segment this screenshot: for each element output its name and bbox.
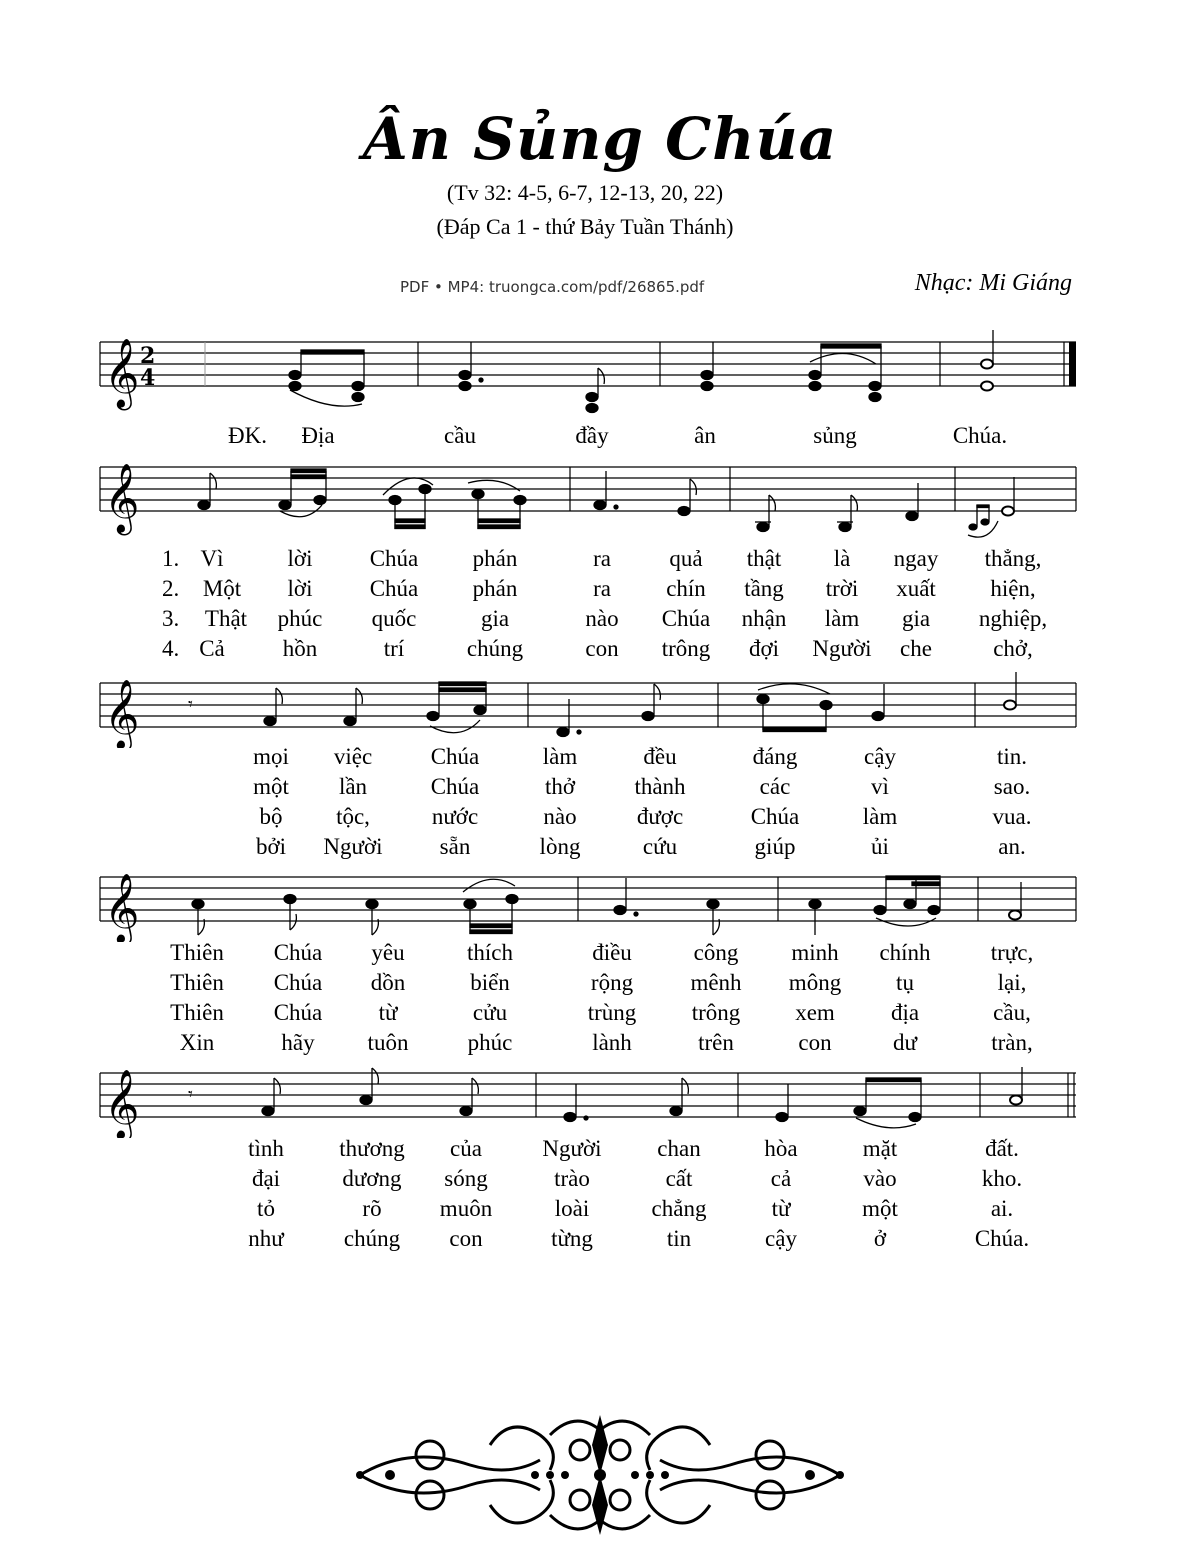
note bbox=[586, 404, 598, 413]
staff-5 bbox=[0, 1058, 1200, 1138]
note bbox=[776, 1113, 788, 1122]
lyric-word: các bbox=[759, 774, 791, 799]
lyric-word: bộ bbox=[259, 804, 283, 829]
note bbox=[757, 523, 769, 532]
lyric-word: Xin bbox=[179, 1030, 215, 1055]
lyric-word: cửu bbox=[472, 1000, 508, 1025]
lyric-word: con bbox=[449, 1226, 483, 1251]
note bbox=[981, 360, 993, 369]
lyric-word: trực, bbox=[990, 940, 1034, 965]
lyric-word: từng bbox=[551, 1226, 593, 1251]
note bbox=[360, 1096, 372, 1105]
lyric-word: xem bbox=[795, 1000, 835, 1025]
lyric-word: Người bbox=[542, 1136, 602, 1161]
note bbox=[906, 512, 918, 521]
verse-number: 3. bbox=[162, 606, 180, 631]
lyric-word: Thiên bbox=[170, 970, 224, 995]
lyric-word: dồn bbox=[370, 970, 406, 995]
staff-system-5 bbox=[0, 1058, 1200, 1138]
lyric-word: vì bbox=[871, 774, 889, 799]
treble-clef-icon: 𝄞 bbox=[104, 1069, 140, 1138]
lyric-word: mông bbox=[788, 970, 842, 995]
note bbox=[279, 501, 291, 510]
verse-notes bbox=[198, 469, 1014, 537]
lyric-word: Vì bbox=[200, 546, 224, 571]
lyric-word: Chúa bbox=[750, 804, 800, 829]
lyric-word: loài bbox=[554, 1196, 590, 1221]
lyric-word: rõ bbox=[362, 1196, 382, 1221]
note bbox=[459, 371, 471, 380]
verse-2-line-1 bbox=[0, 576, 1200, 606]
beam bbox=[301, 350, 364, 354]
staff-4 bbox=[0, 862, 1200, 942]
lyric-word: Thiên bbox=[170, 940, 224, 965]
lyric-word: tụ bbox=[896, 970, 914, 995]
lyric-word: nước bbox=[431, 804, 479, 829]
lyric-word: đợi bbox=[748, 636, 780, 661]
lyric-word: chúng bbox=[466, 636, 524, 661]
verse-3-line-3 bbox=[0, 1000, 1200, 1030]
lyric-word: một bbox=[862, 1196, 898, 1221]
note bbox=[809, 382, 821, 391]
verse-4-line-3 bbox=[0, 1030, 1200, 1060]
lyric-word: được bbox=[636, 804, 684, 829]
lyric-word: dư bbox=[893, 1030, 917, 1055]
lyric-word: sao. bbox=[993, 774, 1031, 799]
note bbox=[289, 371, 301, 380]
note bbox=[289, 382, 301, 391]
time-signature-top: 2 bbox=[140, 343, 156, 369]
verse-4-line-2 bbox=[0, 834, 1200, 864]
lyric-word: thương bbox=[339, 1136, 405, 1161]
note bbox=[614, 906, 626, 915]
note bbox=[1010, 1096, 1022, 1105]
lyric-word: thật bbox=[746, 546, 782, 571]
lyric-word: Chúa. bbox=[974, 1226, 1030, 1251]
verse-2-line-4 bbox=[0, 1166, 1200, 1196]
lyric-word: lời bbox=[287, 576, 313, 601]
lyric-word: hòa bbox=[764, 1136, 798, 1161]
note bbox=[314, 496, 326, 505]
lyric-word: giúp bbox=[754, 834, 796, 859]
note bbox=[557, 728, 569, 737]
note bbox=[981, 382, 993, 391]
lyric-word: rộng bbox=[590, 970, 634, 995]
song-title: Ân Sủng Chúa bbox=[362, 105, 838, 173]
lyric-word: sóng bbox=[444, 1166, 488, 1191]
lyric-word: con bbox=[798, 1030, 832, 1055]
lyric-word: biển bbox=[470, 970, 510, 995]
treble-clef-icon: 𝄞 bbox=[104, 463, 140, 533]
verse-3-line-1 bbox=[0, 606, 1200, 636]
note bbox=[839, 523, 851, 532]
note bbox=[1009, 911, 1021, 920]
lyric-word: cả bbox=[770, 1166, 792, 1191]
lyric-word: Cả bbox=[199, 636, 225, 661]
staff-system-2 bbox=[0, 455, 1200, 550]
lyric-word: ủi bbox=[871, 834, 889, 859]
psalm-reference: (Tv 32: 4-5, 6-7, 12-13, 20, 22) bbox=[446, 180, 724, 205]
note bbox=[809, 371, 821, 380]
lyric-word: hiện, bbox=[990, 576, 1036, 601]
lyric-word: nào bbox=[585, 606, 619, 631]
lyric-word: bởi bbox=[255, 834, 287, 859]
verse-2-line-2 bbox=[0, 774, 1200, 804]
lyric-word: chẳng bbox=[651, 1196, 707, 1221]
lyric-word: đầy bbox=[575, 423, 609, 448]
lyric-word: nào bbox=[543, 804, 577, 829]
lyric-word: tầng bbox=[744, 576, 784, 601]
note bbox=[594, 501, 606, 510]
note bbox=[1004, 701, 1016, 710]
lyric-word: Địa bbox=[301, 423, 335, 448]
lyric-word: đại bbox=[251, 1166, 281, 1191]
lyric-word: thành bbox=[634, 774, 686, 799]
lyric-word: làm bbox=[862, 804, 898, 829]
note bbox=[869, 393, 881, 402]
lyric-word: việc bbox=[333, 744, 373, 769]
lyric-word: quả bbox=[669, 546, 703, 571]
staff-2 bbox=[0, 455, 1200, 550]
lyric-word: ai. bbox=[990, 1196, 1014, 1221]
lyric-word: cầu bbox=[444, 423, 476, 448]
lyric-word: ra bbox=[593, 576, 611, 601]
note bbox=[262, 1107, 274, 1116]
lyric-word: Chúa bbox=[369, 546, 419, 571]
staff-system-3 bbox=[0, 668, 1200, 748]
verse-1-line-1 bbox=[0, 546, 1200, 576]
lyric-word: Chúa bbox=[369, 576, 419, 601]
eighth-rest-icon: 𝄾 bbox=[188, 694, 193, 715]
note bbox=[701, 371, 713, 380]
source-link[interactable]: PDF • MP4: truongca.com/pdf/26865.pdf bbox=[400, 278, 705, 296]
note bbox=[904, 900, 916, 909]
lyric-word: chở, bbox=[993, 636, 1033, 661]
lyric-word: vua. bbox=[992, 804, 1032, 829]
lyric-word: như bbox=[248, 1226, 284, 1251]
lyric-word: Chúa bbox=[430, 744, 480, 769]
lyric-word: là bbox=[833, 546, 851, 571]
lyric-word: minh bbox=[791, 940, 839, 965]
lyric-word: tin bbox=[666, 1226, 692, 1251]
decorative-ornament-icon bbox=[350, 1405, 850, 1545]
lyric-word: ra bbox=[593, 546, 611, 571]
lyric-word: chín bbox=[666, 576, 706, 601]
treble-clef-icon: 𝄞 bbox=[104, 338, 140, 408]
eighth-rest-icon: 𝄾 bbox=[188, 1084, 193, 1105]
note bbox=[928, 906, 940, 915]
lyric-word: làm bbox=[542, 744, 578, 769]
lyric-word: cậy bbox=[765, 1226, 797, 1251]
lyric-word: Chúa bbox=[273, 940, 323, 965]
staff-system-refrain bbox=[0, 320, 1200, 420]
lyric-word: trông bbox=[691, 1000, 741, 1025]
lyric-word: Người bbox=[812, 636, 872, 661]
lyric-word: trên bbox=[698, 1030, 734, 1055]
lyric-word: từ bbox=[378, 1000, 398, 1025]
note bbox=[564, 1113, 576, 1122]
lyric-word: kho. bbox=[981, 1166, 1023, 1191]
verse-1-line-2 bbox=[0, 744, 1200, 774]
lyric-word: ân bbox=[694, 423, 716, 448]
lyric-word: trời bbox=[825, 576, 859, 601]
dot bbox=[479, 378, 483, 382]
note bbox=[854, 1107, 866, 1116]
note bbox=[459, 382, 471, 391]
verse-1-line-3 bbox=[0, 940, 1200, 970]
note bbox=[460, 1107, 472, 1116]
lyric-word: con bbox=[585, 636, 619, 661]
lyric-word: phúc bbox=[467, 1030, 513, 1055]
lyric-word: tình bbox=[248, 1136, 284, 1161]
lyric-word: Chúa bbox=[273, 1000, 323, 1025]
lyric-word: cậy bbox=[864, 744, 896, 769]
lyric-word: chan bbox=[657, 1136, 701, 1161]
note bbox=[872, 712, 884, 721]
treble-clef-icon: 𝄞 bbox=[104, 679, 140, 748]
verse-number: 1. bbox=[162, 546, 180, 571]
verse-number: 4. bbox=[162, 636, 180, 661]
lyric-word: Một bbox=[202, 576, 242, 601]
lyric-word: nhận bbox=[741, 606, 787, 631]
lyric-word: đất. bbox=[985, 1136, 1019, 1161]
lyric-word: tin. bbox=[996, 744, 1028, 769]
verse-4-line-1 bbox=[0, 636, 1200, 666]
lyric-word: trông bbox=[661, 636, 711, 661]
lyric-word: mênh bbox=[690, 970, 742, 995]
note bbox=[909, 1113, 921, 1122]
note bbox=[352, 393, 364, 402]
lyric-word: lại, bbox=[997, 970, 1027, 995]
lyric-word: phán bbox=[472, 576, 518, 601]
verse-4-line-4 bbox=[0, 1226, 1200, 1256]
lyric-word: dương bbox=[342, 1166, 402, 1191]
grace-note bbox=[969, 524, 977, 530]
verse-1-line-4 bbox=[0, 1136, 1200, 1166]
time-signature-bottom: 4 bbox=[140, 365, 156, 391]
lyric-word: của bbox=[450, 1136, 482, 1161]
lyric-word: từ bbox=[771, 1196, 791, 1221]
lyric-word: cầu, bbox=[993, 1000, 1031, 1025]
note bbox=[642, 712, 654, 721]
verse-3-line-4 bbox=[0, 1196, 1200, 1226]
lyric-word: tràn, bbox=[991, 1030, 1033, 1055]
lyric-word: một bbox=[253, 774, 289, 799]
note bbox=[701, 382, 713, 391]
liturgical-occasion: (Đáp Ca 1 - thứ Bảy Tuần Thánh) bbox=[436, 214, 734, 239]
lyric-word: trào bbox=[554, 1166, 590, 1191]
lyric-word: sẵn bbox=[439, 834, 471, 859]
lyric-word: Người bbox=[323, 834, 383, 859]
verse-number: 2. bbox=[162, 576, 180, 601]
slur bbox=[290, 390, 362, 406]
note bbox=[586, 393, 598, 402]
lyric-word: công bbox=[693, 940, 739, 965]
note bbox=[198, 501, 210, 510]
staff-3 bbox=[0, 668, 1200, 748]
lyric-word: ngay bbox=[893, 546, 939, 571]
lyric-word: Thật bbox=[204, 606, 248, 631]
lyric-word: Chúa. bbox=[952, 423, 1008, 448]
lyric-word: thở bbox=[544, 774, 576, 799]
lyric-word: làm bbox=[824, 606, 860, 631]
lyric-word: trùng bbox=[587, 1000, 637, 1025]
lyric-word: đều bbox=[643, 744, 677, 769]
lyric-word: lành bbox=[592, 1030, 632, 1055]
verse-2-line-3 bbox=[0, 970, 1200, 1000]
lyric-word: vào bbox=[863, 1166, 897, 1191]
lyric-word: an. bbox=[998, 834, 1026, 859]
lyric-word: nghiệp, bbox=[978, 606, 1048, 631]
lyric-word: Chúa bbox=[661, 606, 711, 631]
staff-refrain bbox=[0, 320, 1200, 420]
note bbox=[427, 712, 439, 721]
verse-notes bbox=[192, 876, 1021, 935]
verse-notes bbox=[188, 1067, 1022, 1128]
lyric-word: tỏ bbox=[257, 1196, 275, 1221]
lyric-word: cất bbox=[665, 1166, 693, 1191]
composer-credit: Nhạc: Mi Giáng bbox=[914, 270, 1072, 296]
note bbox=[264, 717, 276, 726]
note bbox=[474, 706, 486, 715]
lyric-word: trí bbox=[383, 636, 405, 661]
note bbox=[874, 906, 886, 915]
note bbox=[869, 382, 881, 391]
verse-3-line-2 bbox=[0, 804, 1200, 834]
lyric-word: ở bbox=[873, 1226, 887, 1251]
lyric-word: lời bbox=[287, 546, 313, 571]
lyric-word: phúc bbox=[277, 606, 323, 631]
lyric-word: chính bbox=[879, 940, 931, 965]
lyric-word: hồn bbox=[282, 636, 318, 661]
refrain-label: ĐK. bbox=[228, 423, 267, 448]
lyric-word: gia bbox=[480, 606, 510, 631]
lyric-word: địa bbox=[890, 1000, 920, 1025]
lyric-word: hãy bbox=[281, 1030, 315, 1055]
lyric-word: tuôn bbox=[367, 1030, 409, 1055]
lyric-word: muôn bbox=[439, 1196, 493, 1221]
note bbox=[1002, 507, 1014, 516]
treble-clef-icon: 𝄞 bbox=[104, 873, 140, 942]
lyric-word: mặt bbox=[862, 1136, 898, 1161]
grace-note bbox=[981, 519, 989, 525]
lyric-word: gia bbox=[901, 606, 931, 631]
lyric-word: thẳng, bbox=[984, 546, 1042, 571]
lyric-word: chúng bbox=[343, 1226, 401, 1251]
lyric-word: điều bbox=[592, 940, 632, 965]
note bbox=[678, 507, 690, 516]
note bbox=[344, 717, 356, 726]
lyric-word: phán bbox=[472, 546, 518, 571]
staff-system-4 bbox=[0, 862, 1200, 942]
lyric-word: đáng bbox=[752, 744, 798, 769]
note bbox=[352, 382, 364, 391]
refrain-lyrics bbox=[0, 423, 1200, 453]
lyric-word: Chúa bbox=[273, 970, 323, 995]
beam bbox=[821, 344, 881, 348]
lyric-word: mọi bbox=[253, 744, 289, 769]
lyric-word: sủng bbox=[813, 423, 857, 448]
slur bbox=[810, 353, 876, 364]
lyric-word: yêu bbox=[371, 940, 405, 965]
lyric-word: lòng bbox=[539, 834, 581, 859]
lyric-word: thích bbox=[467, 940, 513, 965]
lyric-word: cứu bbox=[642, 834, 678, 859]
lyric-word: tộc, bbox=[336, 804, 370, 829]
lyric-word: che bbox=[900, 636, 932, 661]
lyric-word: Chúa bbox=[430, 774, 480, 799]
lyric-word: quốc bbox=[371, 606, 417, 631]
lyric-word: xuất bbox=[896, 576, 936, 601]
lyric-word: lần bbox=[338, 774, 368, 799]
lyric-word: Thiên bbox=[170, 1000, 224, 1025]
note bbox=[670, 1107, 682, 1116]
